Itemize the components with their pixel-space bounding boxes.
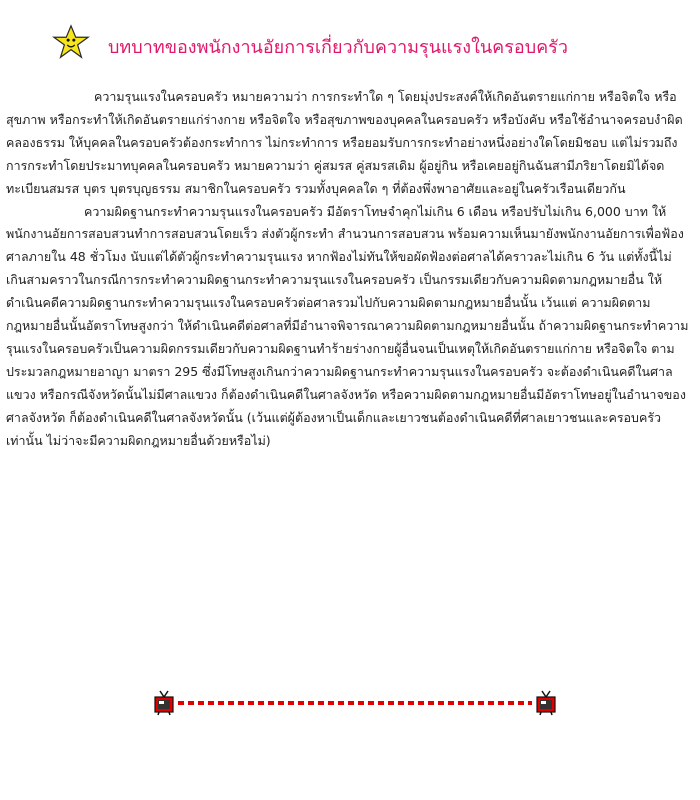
- dashed-line: [178, 701, 532, 705]
- tv-icon: [154, 690, 174, 716]
- paragraph-definition: ความรุนแรงในครอบครัว หมายความว่า การกระทำใด ๆ โดยมุ่งประสงค์ให้เกิดอันตรายแก่กาย หรือจิตใจ หรือสุขภาพ หรือกระทำให้เกิดอันตรายแก่ร่างกาย หรือจิตใจ หรือสุขภาพของบุคคลในครอบครัว หรือบังคับ หรือใช้อำนาจครอบงำผิดคลองธรรม ให้บุคคลในครอบครัวต้องกระทำการ ไม่กระทำการ หรือยอมรับการกระทำอย่างหนึ่งอย่างใดโดยมิชอบ แต่ไม่รวมถึงการกระทำโดยประมาทบุคคลในครอบครัว หมายความว่า คู่สมรส คู่สมรสเดิม ผู้อยู่กิน หรือเคยอยู่กินฉันสามีภริยาโดยมิได้จดทะเบียนสมรส บุตร บุตรบุญธรรม สมาชิกในครอบครัว รวมทั้งบุคคลใด ๆ ที่ต้องพึ่งพาอาศัยและอยู่ในครัวเรือนเดียวกัน: [6, 89, 683, 196]
- star-mascot-icon: [52, 24, 90, 62]
- page-title: บทบาทของพนักงานอัยการเกี่ยวกับความรุนแรงในครอบครัว: [108, 37, 568, 58]
- tv-icon: [536, 690, 556, 716]
- page-header: [52, 24, 672, 64]
- paragraph-penalty: ความผิดฐานกระทำความรุนแรงในครอบครัว มีอัตราโทษจำคุกไม่เกิน 6 เดือน หรือปรับไม่เกิน 6,000 บาท ให้พนักงานอัยการสอบสวนทำการสอบสวนโดยเร็ว ส่งตัวผู้กระทำ สำนวนการสอบสวน พร้อมความเห็นมายังพนักงานอัยการเพื่อฟ้องศาลภายใน 48 ชั่วโมง นับแต่ได้ตัวผู้กระทำความรุนแรง หากฟ้องไม่ทันให้ขอผัดฟ้องต่อศาลได้คราวละไม่เกิน 6 วัน แต่ทั้งนี้ไม่เกินสามคราวในกรณีการกระทำความผิดฐานกระทำความรุนแรงในครอบครัว เป็นกรรมเดียวกับความผิดตามกฎหมายอื่น ให้ดำเนินคดีความผิดฐานกระทำความรุนแรงในครอบครัวต่อศาลรวมไปกับความผิดตามกฎหมายอื่นนั้น เว้นแต่ ความผิดตามกฎหมายอื่นนั้นอัตราโทษสูงกว่า ให้ดำเนินคดีต่อศาลที่มีอำนาจพิจารณาความผิดตามกฎหมายอื่นนั้น ถ้าความผิดฐานกระทำความรุนแรงในครอบครัวเป็นความผิดกรรมเดียวกับความผิดฐานทำร้ายร่างกายผู้อื่นจนเป็นเหตุให้เกิดอันตรายแก่กาย หรือจิตใจ ตามประมวลกฎหมายอาญา มาตรา 295 ซึ่งมีโทษสูงเกินกว่าความผิดฐานกระทำความรุนแรงในครอบครัว จะต้องดำเนินคดีในศาลแขวง หรือกรณีจังหวัดนั้นไม่มีศาลแขวง ก็ต้องดำเนินคดีในศาลจังหวัด หรือความผิดตามกฎหมายอื่นมีอัตราโทษอยู่ในอำนาจของศาลจังหวัด ก็ต้องดำเนินคดีในศาลจังหวัดนั้น (เว้นแต่ผู้ต้องหาเป็นเด็กและเยาวชนต้องดำเนินคดีที่ศาลเยาวชนและครอบครัวเท่านั้น ไม่ว่าจะมีความผิดกฎหมายอื่นด้วยหรือไม่): [6, 203, 689, 448]
- decorative-divider: [154, 690, 556, 718]
- article-body: [6, 86, 690, 453]
